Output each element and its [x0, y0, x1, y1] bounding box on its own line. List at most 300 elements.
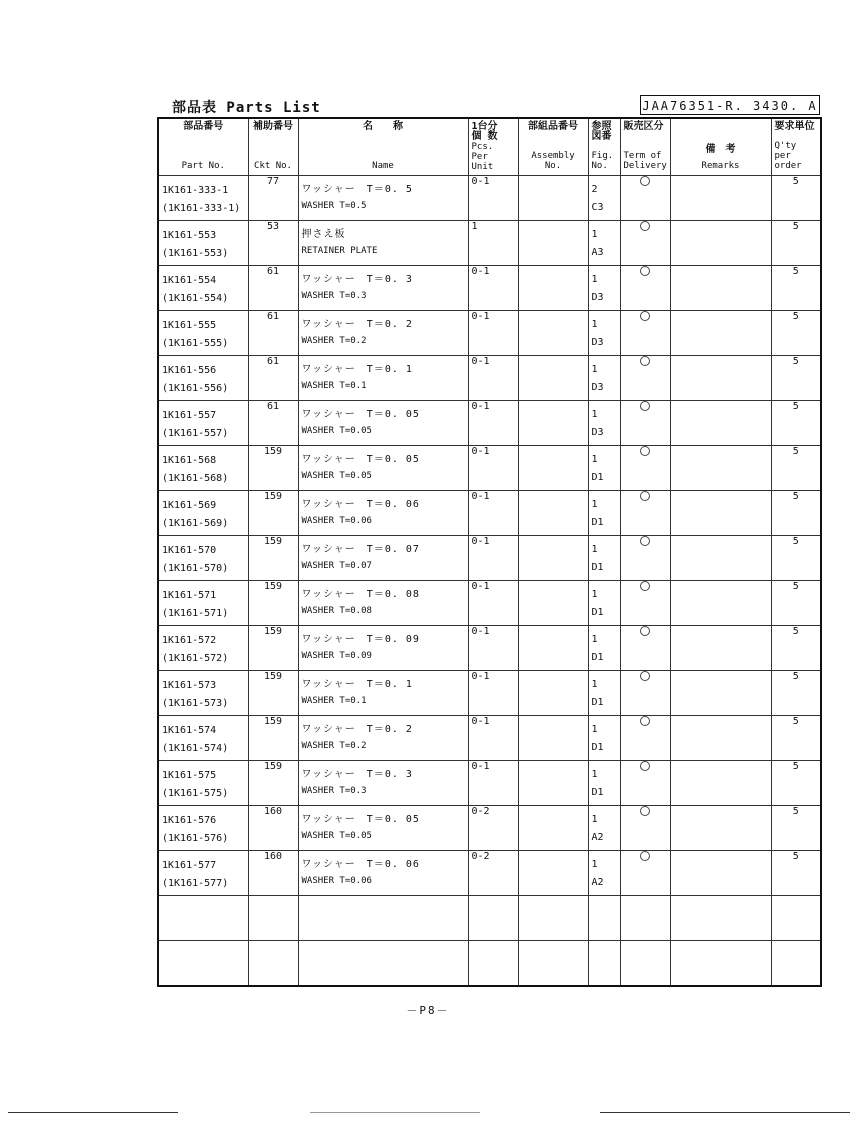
table-row [158, 851, 821, 896]
part-no-cell [158, 716, 248, 761]
term-cell [620, 761, 670, 806]
part-no-cell [158, 671, 248, 716]
fig-cell [588, 716, 620, 761]
pcs-cell: 0-1 [468, 446, 518, 491]
table-row [158, 221, 821, 266]
assembly-cell [518, 176, 588, 221]
assembly-cell [518, 401, 588, 446]
fig-grid: D3 [591, 382, 604, 393]
part-number-alt: (1K161-577) [162, 878, 229, 889]
term-cell [620, 941, 670, 987]
name-cell [298, 536, 468, 581]
qty-cell [771, 896, 821, 941]
pcs-cell [468, 941, 518, 987]
name-jp: ワッシャー T＝0. 06 [301, 859, 420, 870]
bottom-rule-left [8, 1112, 178, 1113]
fig-cell [588, 851, 620, 896]
remarks-cell [670, 941, 771, 987]
fig-number: 1 [591, 589, 598, 600]
term-cell [620, 896, 670, 941]
fig-grid: D1 [591, 517, 604, 528]
fig-number: 1 [591, 634, 598, 645]
fig-grid: D1 [591, 562, 604, 573]
part-no-cell [158, 311, 248, 356]
pcs-cell: 0-2 [468, 806, 518, 851]
circle-icon [640, 266, 650, 276]
table-row [158, 356, 821, 401]
part-number: 1K161-575 [162, 770, 217, 781]
part-number: 1K161-553 [162, 230, 217, 241]
circle-icon [640, 716, 650, 726]
part-number-alt: (1K161-571) [162, 608, 229, 619]
ckt-no-cell: 160 [248, 806, 298, 851]
assembly-cell [518, 446, 588, 491]
col-pcs-per-unit: 1台分 個 数 Pcs. Per Unit [468, 118, 518, 176]
remarks-cell [670, 356, 771, 401]
term-cell [620, 806, 670, 851]
fig-cell [588, 446, 620, 491]
part-number: 1K161-573 [162, 680, 217, 691]
term-cell [620, 536, 670, 581]
name-cell [298, 491, 468, 536]
pcs-cell: 1 [468, 221, 518, 266]
qty-cell: 5 [771, 581, 821, 626]
fig-number: 1 [591, 274, 598, 285]
part-number: 1K161-572 [162, 635, 217, 646]
remarks-cell [670, 311, 771, 356]
assembly-cell [518, 311, 588, 356]
assembly-cell [518, 851, 588, 896]
remarks-cell [670, 266, 771, 311]
name-jp: ワッシャー T＝0. 1 [301, 679, 413, 690]
fig-grid: A2 [591, 832, 604, 843]
part-no-cell [158, 221, 248, 266]
name-en: WASHER T=0.06 [301, 876, 372, 886]
name-cell [298, 401, 468, 446]
fig-cell [588, 311, 620, 356]
assembly-cell [518, 221, 588, 266]
name-en: WASHER T=0.09 [301, 651, 372, 661]
circle-icon [640, 356, 650, 366]
pcs-cell: 0-1 [468, 626, 518, 671]
term-cell [620, 851, 670, 896]
fig-grid: D3 [591, 292, 604, 303]
fig-number: 1 [591, 229, 598, 240]
part-number: 1K161-568 [162, 455, 217, 466]
circle-icon [640, 311, 650, 321]
fig-cell [588, 491, 620, 536]
part-no-cell [158, 536, 248, 581]
page-number: －P8－ [406, 1004, 450, 1017]
fig-cell [588, 806, 620, 851]
pcs-cell: 0-1 [468, 671, 518, 716]
document-number: JAA76351-R. 3430. A [640, 95, 820, 115]
fig-grid: D1 [591, 787, 604, 798]
term-cell [620, 401, 670, 446]
bottom-rule-right [600, 1112, 850, 1113]
circle-icon [640, 626, 650, 636]
part-number: 1K161-569 [162, 500, 217, 511]
fig-number: 2 [591, 184, 598, 195]
name-en: WASHER T=0.1 [301, 381, 367, 391]
name-jp: ワッシャー T＝0. 05 [301, 409, 420, 420]
part-no-cell [158, 896, 248, 941]
term-cell [620, 491, 670, 536]
fig-cell [588, 761, 620, 806]
name-cell [298, 671, 468, 716]
fig-number: 1 [591, 544, 598, 555]
ckt-no-cell: 61 [248, 266, 298, 311]
ckt-no-cell: 77 [248, 176, 298, 221]
circle-icon [640, 221, 650, 231]
pcs-cell: 0-1 [468, 311, 518, 356]
pcs-cell: 0-1 [468, 716, 518, 761]
col-ckt-no: 補助番号 Ckt No. [248, 118, 298, 176]
part-no-cell [158, 581, 248, 626]
remarks-cell [670, 671, 771, 716]
name-en: WASHER T=0.05 [301, 426, 372, 436]
pcs-cell [468, 896, 518, 941]
circle-icon [640, 536, 650, 546]
name-jp: ワッシャー T＝0. 5 [301, 184, 413, 195]
part-number-alt: (1K161-333-1) [162, 203, 241, 214]
bottom-rule-middle [310, 1112, 480, 1113]
part-no-cell [158, 761, 248, 806]
name-cell [298, 626, 468, 671]
ckt-no-cell [248, 941, 298, 987]
part-number-alt: (1K161-568) [162, 473, 229, 484]
table-row [158, 761, 821, 806]
remarks-cell [670, 221, 771, 266]
qty-cell: 5 [771, 266, 821, 311]
name-en: WASHER T=0.06 [301, 516, 372, 526]
remarks-cell [670, 491, 771, 536]
name-jp: ワッシャー T＝0. 3 [301, 769, 413, 780]
term-cell [620, 671, 670, 716]
page-title: 部品表 Parts List [172, 100, 321, 116]
term-cell [620, 581, 670, 626]
term-cell [620, 356, 670, 401]
col-remarks: 備 考 Remarks [670, 118, 771, 176]
part-number: 1K161-574 [162, 725, 217, 736]
part-number: 1K161-577 [162, 860, 217, 871]
name-jp: ワッシャー T＝0. 06 [301, 499, 420, 510]
qty-cell: 5 [771, 806, 821, 851]
name-cell [298, 716, 468, 761]
table-row [158, 581, 821, 626]
part-number: 1K161-571 [162, 590, 217, 601]
fig-grid: A3 [591, 247, 604, 258]
part-number: 1K161-557 [162, 410, 217, 421]
assembly-cell [518, 941, 588, 987]
col-assembly-no: 部組品番号 Assembly No. [518, 118, 588, 176]
remarks-cell [670, 851, 771, 896]
part-number: 1K161-556 [162, 365, 217, 376]
fig-grid: A2 [591, 877, 604, 888]
name-cell [298, 581, 468, 626]
col-fig-no: 参照 図番 Fig. No. [588, 118, 620, 176]
circle-icon [640, 446, 650, 456]
circle-icon [640, 671, 650, 681]
part-no-cell [158, 446, 248, 491]
fig-cell [588, 581, 620, 626]
part-number-alt: (1K161-570) [162, 563, 229, 574]
fig-grid: C3 [591, 202, 604, 213]
ckt-no-cell: 159 [248, 491, 298, 536]
name-cell [298, 941, 468, 987]
name-cell [298, 896, 468, 941]
table-row [158, 446, 821, 491]
part-number-alt: (1K161-572) [162, 653, 229, 664]
fig-grid: D1 [591, 472, 604, 483]
fig-number: 1 [591, 859, 598, 870]
col-name: 名 称 Name [298, 118, 468, 176]
name-cell [298, 311, 468, 356]
table-row [158, 716, 821, 761]
circle-icon [640, 581, 650, 591]
fig-number: 1 [591, 364, 598, 375]
name-cell [298, 446, 468, 491]
name-cell [298, 356, 468, 401]
name-jp: ワッシャー T＝0. 05 [301, 454, 420, 465]
table-row [158, 806, 821, 851]
name-en: WASHER T=0.07 [301, 561, 372, 571]
assembly-cell [518, 671, 588, 716]
name-jp: ワッシャー T＝0. 1 [301, 364, 413, 375]
fig-cell [588, 176, 620, 221]
name-en: WASHER T=0.05 [301, 831, 372, 841]
circle-icon [640, 851, 650, 861]
fig-number: 1 [591, 409, 598, 420]
part-number-alt: (1K161-575) [162, 788, 229, 799]
ckt-no-cell [248, 896, 298, 941]
part-number-alt: (1K161-574) [162, 743, 229, 754]
fig-grid: D1 [591, 742, 604, 753]
remarks-cell [670, 896, 771, 941]
ckt-no-cell: 159 [248, 626, 298, 671]
ckt-no-cell: 159 [248, 446, 298, 491]
qty-cell: 5 [771, 761, 821, 806]
name-cell [298, 806, 468, 851]
pcs-cell: 0-1 [468, 266, 518, 311]
name-jp: ワッシャー T＝0. 3 [301, 274, 413, 285]
ckt-no-cell: 159 [248, 716, 298, 761]
name-cell [298, 176, 468, 221]
part-number: 1K161-333-1 [162, 185, 229, 196]
table-body [158, 176, 821, 987]
ckt-no-cell: 159 [248, 761, 298, 806]
assembly-cell [518, 806, 588, 851]
qty-cell: 5 [771, 221, 821, 266]
table-header-row [158, 118, 821, 176]
name-en: WASHER T=0.2 [301, 336, 367, 346]
fig-number: 1 [591, 319, 598, 330]
circle-icon [640, 401, 650, 411]
fig-grid: D3 [591, 427, 604, 438]
fig-number: 1 [591, 724, 598, 735]
circle-icon [640, 491, 650, 501]
pcs-cell: 0-1 [468, 581, 518, 626]
name-en: WASHER T=0.08 [301, 606, 372, 616]
fig-cell [588, 356, 620, 401]
ckt-no-cell: 61 [248, 401, 298, 446]
remarks-cell [670, 401, 771, 446]
part-number-alt: (1K161-555) [162, 338, 229, 349]
term-cell [620, 266, 670, 311]
fig-grid: D1 [591, 652, 604, 663]
part-number-alt: (1K161-557) [162, 428, 229, 439]
assembly-cell [518, 266, 588, 311]
assembly-cell [518, 626, 588, 671]
table-row [158, 311, 821, 356]
part-number-alt: (1K161-573) [162, 698, 229, 709]
term-cell [620, 716, 670, 761]
fig-cell [588, 626, 620, 671]
part-number: 1K161-570 [162, 545, 217, 556]
part-no-cell [158, 941, 248, 987]
parts-table [157, 117, 822, 987]
part-no-cell [158, 626, 248, 671]
pcs-cell: 0-1 [468, 491, 518, 536]
name-jp: ワッシャー T＝0. 2 [301, 724, 413, 735]
empty-row [158, 896, 821, 941]
ckt-no-cell: 159 [248, 581, 298, 626]
col-qty-per-order: 要求単位 Q'ty per order [771, 118, 821, 176]
part-no-cell [158, 401, 248, 446]
name-en: WASHER T=0.1 [301, 696, 367, 706]
pcs-cell: 0-1 [468, 536, 518, 581]
pcs-cell: 0-1 [468, 356, 518, 401]
name-jp: ワッシャー T＝0. 07 [301, 544, 420, 555]
name-cell [298, 761, 468, 806]
part-no-cell [158, 176, 248, 221]
fig-cell [588, 941, 620, 987]
remarks-cell [670, 446, 771, 491]
fig-cell [588, 671, 620, 716]
remarks-cell [670, 626, 771, 671]
name-cell [298, 266, 468, 311]
part-number: 1K161-576 [162, 815, 217, 826]
table-row [158, 671, 821, 716]
qty-cell: 5 [771, 626, 821, 671]
assembly-cell [518, 491, 588, 536]
table-row [158, 401, 821, 446]
ckt-no-cell: 159 [248, 671, 298, 716]
fig-cell [588, 896, 620, 941]
qty-cell: 5 [771, 446, 821, 491]
table-row [158, 176, 821, 221]
name-en: WASHER T=0.2 [301, 741, 367, 751]
ckt-no-cell: 61 [248, 311, 298, 356]
name-en: WASHER T=0.3 [301, 291, 367, 301]
name-jp: ワッシャー T＝0. 09 [301, 634, 420, 645]
part-number-alt: (1K161-569) [162, 518, 229, 529]
part-number: 1K161-554 [162, 275, 217, 286]
assembly-cell [518, 896, 588, 941]
name-en: WASHER T=0.3 [301, 786, 367, 796]
qty-cell: 5 [771, 851, 821, 896]
fig-cell [588, 536, 620, 581]
remarks-cell [670, 761, 771, 806]
qty-cell [771, 941, 821, 987]
name-jp: ワッシャー T＝0. 08 [301, 589, 420, 600]
table-row [158, 536, 821, 581]
remarks-cell [670, 716, 771, 761]
name-jp: ワッシャー T＝0. 05 [301, 814, 420, 825]
pcs-cell: 0-1 [468, 176, 518, 221]
name-cell [298, 221, 468, 266]
fig-number: 1 [591, 769, 598, 780]
term-cell [620, 626, 670, 671]
fig-grid: D1 [591, 697, 604, 708]
part-no-cell [158, 851, 248, 896]
assembly-cell [518, 356, 588, 401]
term-cell [620, 221, 670, 266]
part-number-alt: (1K161-553) [162, 248, 229, 259]
fig-cell [588, 221, 620, 266]
table-row [158, 491, 821, 536]
name-cell [298, 851, 468, 896]
assembly-cell [518, 716, 588, 761]
assembly-cell [518, 536, 588, 581]
remarks-cell [670, 536, 771, 581]
ckt-no-cell: 61 [248, 356, 298, 401]
pcs-cell: 0-1 [468, 761, 518, 806]
name-en: WASHER T=0.5 [301, 201, 367, 211]
fig-number: 1 [591, 814, 598, 825]
name-en: WASHER T=0.05 [301, 471, 372, 481]
name-jp: 押さえ板 [301, 229, 346, 240]
term-cell [620, 176, 670, 221]
fig-cell [588, 266, 620, 311]
part-no-cell [158, 806, 248, 851]
pcs-cell: 0-2 [468, 851, 518, 896]
qty-cell: 5 [771, 401, 821, 446]
assembly-cell [518, 581, 588, 626]
circle-icon [640, 806, 650, 816]
fig-cell [588, 401, 620, 446]
qty-cell: 5 [771, 491, 821, 536]
qty-cell: 5 [771, 716, 821, 761]
fig-grid: D1 [591, 607, 604, 618]
part-number: 1K161-555 [162, 320, 217, 331]
qty-cell: 5 [771, 356, 821, 401]
part-number-alt: (1K161-554) [162, 293, 229, 304]
part-number-alt: (1K161-576) [162, 833, 229, 844]
circle-icon [640, 176, 650, 186]
remarks-cell [670, 581, 771, 626]
part-no-cell [158, 356, 248, 401]
name-en: RETAINER PLATE [301, 246, 378, 256]
qty-cell: 5 [771, 176, 821, 221]
table-row [158, 266, 821, 311]
assembly-cell [518, 761, 588, 806]
circle-icon [640, 761, 650, 771]
part-no-cell [158, 491, 248, 536]
table-row [158, 626, 821, 671]
qty-cell: 5 [771, 536, 821, 581]
part-number-alt: (1K161-556) [162, 383, 229, 394]
fig-grid: D3 [591, 337, 604, 348]
ckt-no-cell: 160 [248, 851, 298, 896]
qty-cell: 5 [771, 311, 821, 356]
term-cell [620, 311, 670, 356]
ckt-no-cell: 53 [248, 221, 298, 266]
empty-row [158, 941, 821, 987]
remarks-cell [670, 806, 771, 851]
part-no-cell [158, 266, 248, 311]
col-part-no: 部品番号 Part No. [158, 118, 248, 176]
